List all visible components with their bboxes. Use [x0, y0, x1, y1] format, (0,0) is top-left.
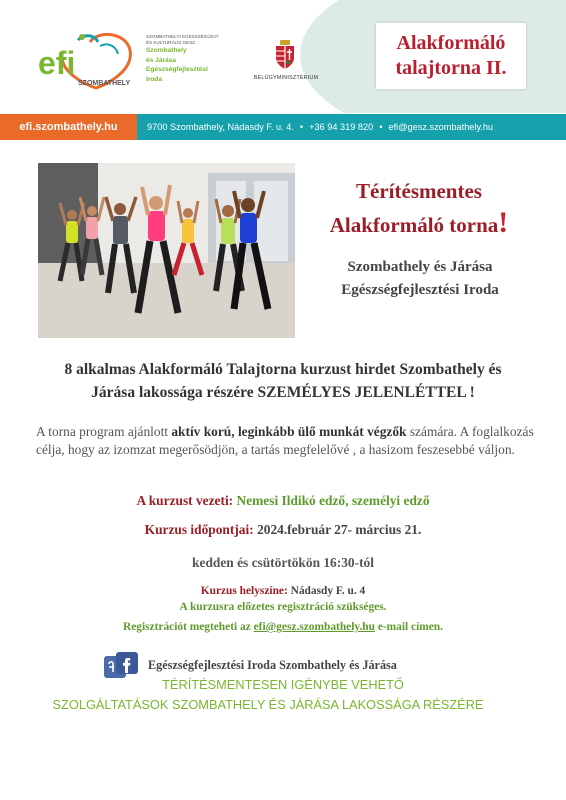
separator-dot: • [299, 122, 304, 132]
place-value: Nádasdy F. u. 4 [290, 585, 366, 597]
logo-office-line: Egészségfejlesztési [146, 66, 208, 74]
course-title [395, 31, 506, 81]
office-line: Egészségfejlesztési Iroda [341, 282, 499, 298]
free-services-line: SZOLGÁLTATÁSOK SZOMBATHELY ÉS JÁRÁSA LAKOSSÁGA RÉSZÉRE [52, 697, 484, 712]
course-dates: Kurzus időpontjai: 2024.február 27- március 21. [144, 522, 422, 537]
course-leader [0, 493, 566, 509]
ministry-label: BELÜGYMINISZTÉRIUM [253, 75, 319, 81]
email-suffix: e-mail címen. [377, 621, 443, 633]
website-link[interactable]: efi.szombathely.hu [0, 114, 137, 140]
contact-email-link[interactable]: efi@gesz.szombathely.hu [388, 122, 494, 132]
contact-info [137, 114, 566, 140]
phone-text: +36 94 319 820 [309, 122, 374, 132]
fitness-class-photo [38, 163, 295, 338]
headline-line [296, 207, 542, 241]
leader-value: Nemesi Ildikó edző, személyi edző [236, 493, 430, 508]
description-text: számára. A foglalkozás célja, hogy az izomzat megerősödjön, a tartás megfelelővé , a hasizom feszesebbé váljon. [36, 424, 534, 457]
intro-announcement [30, 358, 536, 404]
logo-org-line: SZOMBATHELYI EGÉSZSÉGÜGYI [146, 34, 219, 39]
course-place: Kurzus helyszíne: Nádasdy F. u. 4 [200, 585, 366, 597]
headline-line: Térítésmentes [356, 179, 482, 203]
course-title-line: talajtorna II. [395, 57, 507, 79]
intro-line: 8 alkalmas Alakformáló Talajtorna kurzust hirdet Szombathely és [64, 361, 502, 378]
registration-email-line [0, 621, 566, 633]
leader-label: A kurzust vezeti: [136, 493, 234, 508]
headline [296, 175, 542, 241]
office-name [300, 256, 540, 302]
registration-note: A kurzusra előzetes regisztráció szükséges. [179, 601, 387, 613]
headline-exclamation: ! [498, 206, 509, 239]
headline-text: Alakformáló torna [329, 213, 499, 237]
free-services-line: TÉRÍTÉSMENTESEN IGÉNYBE VEHETŐ [162, 677, 404, 692]
description-emphasis: aktív korú, leginkább ülő munkát végzők [171, 424, 407, 439]
program-description [36, 423, 546, 459]
course-days: kedden és csütörtökön 16:30-tól [192, 555, 374, 570]
registration-email-link[interactable]: efi@gesz.szombathely.hu [253, 621, 375, 633]
separator-dot: • [379, 122, 383, 132]
efi-logo [38, 28, 138, 92]
dates-value: 2024.február 27- március 21. [257, 522, 422, 537]
dates-label: Kurzus időpontjai [144, 522, 250, 537]
hungarian-crest-icon [274, 40, 296, 70]
address-text: 9700 Szombathely, Nádasdy F. u. 4. [147, 122, 294, 132]
course-title-box [376, 23, 526, 89]
description-text: A torna program ajánlott [36, 424, 172, 439]
logo-org-line: ÉS KULTURÁLIS GESZ [146, 39, 196, 45]
office-line: Szombathely és Járása [347, 259, 493, 275]
logo-office-line: Szombathely [146, 47, 187, 55]
course-title-line: Alakformáló [396, 32, 506, 54]
logo-organization-text [146, 34, 256, 84]
facebook-icon[interactable] [104, 650, 138, 680]
logo-office-line: Iroda [146, 75, 163, 83]
logo-word: efi [38, 45, 76, 81]
logo-city: SZOMBATHELY [78, 80, 131, 87]
email-prefix: Regisztrációt megteheti az [122, 621, 251, 633]
logo-office-line: és Járása [146, 56, 177, 64]
place-label: Kurzus helyszíne [200, 585, 284, 597]
intro-line: Járása lakossága részére SZEMÉLYES JELENLÉTTEL ! [91, 384, 475, 401]
facebook-page-name: Egészségfejlesztési Iroda Szombathely és Járása [148, 658, 397, 672]
